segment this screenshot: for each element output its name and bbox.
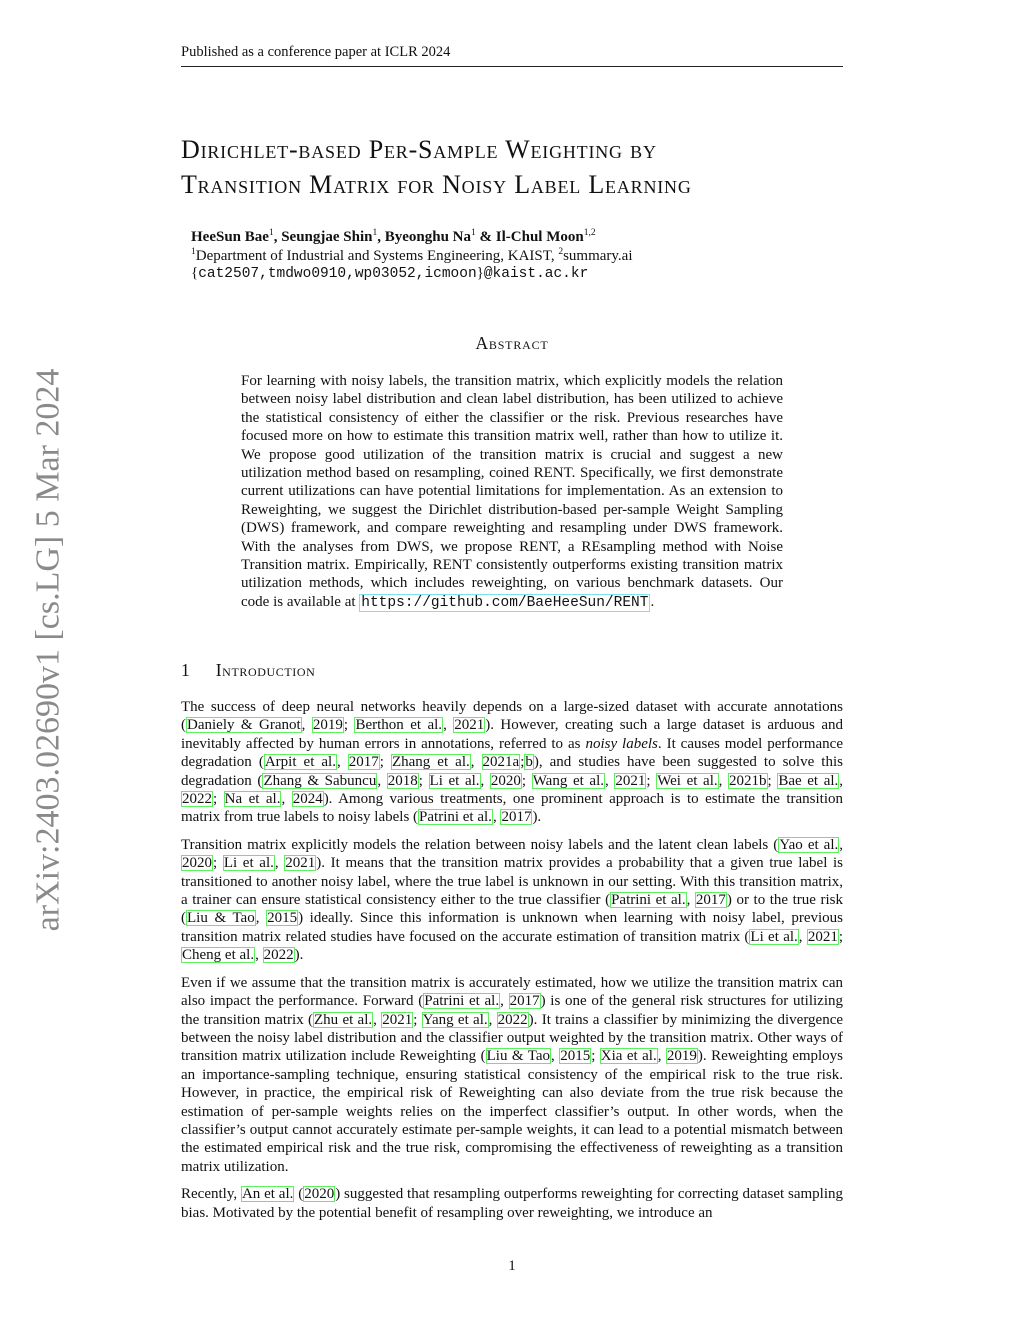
citation-link[interactable]: 2024	[292, 791, 323, 808]
text: ,	[686, 892, 695, 909]
arxiv-stamp	[18, 355, 78, 945]
citation-link[interactable]: Cheng et al.	[182, 947, 255, 964]
citation-link[interactable]: 2022	[263, 947, 294, 964]
emphasis: noisy labels	[585, 735, 658, 752]
citation-link[interactable]: Berthon et al.	[355, 717, 443, 734]
affiliation-1: Department of Industrial and Systems Engineering, KAIST,	[195, 248, 559, 264]
author-name: Byeonghu Na	[384, 229, 472, 245]
citation-link[interactable]: Li et al.	[429, 772, 480, 789]
paper-title	[181, 132, 861, 202]
citation-link[interactable]: 2017	[501, 809, 532, 826]
author-name: Seungjae Shin	[281, 229, 373, 245]
citation-link[interactable]: 2020	[490, 772, 521, 789]
citation-link[interactable]: Zhang et al.	[391, 754, 470, 771]
abstract-heading: Abstract	[475, 333, 549, 353]
text: ,	[336, 754, 348, 771]
affiliation-mark: 2	[558, 247, 564, 257]
page-number: 1	[508, 1258, 516, 1274]
author-separator: ,	[377, 229, 385, 245]
affiliation-mark: 1	[471, 228, 476, 238]
text: ) or to the true risk (	[181, 892, 843, 927]
text: ,	[255, 947, 263, 964]
affiliation-mark: 1,2	[583, 228, 596, 238]
section-heading	[181, 660, 315, 681]
text: ,	[492, 809, 501, 826]
citation-link[interactable]: Zhang & Sabuncu	[263, 772, 377, 789]
text: ,	[657, 1048, 666, 1065]
citation-link[interactable]: 2020	[304, 1186, 335, 1203]
text: ;	[838, 928, 844, 945]
text: ,	[551, 1048, 560, 1065]
citation-link[interactable]: 2021	[285, 855, 316, 872]
citation-link[interactable]: 2021a	[482, 754, 520, 771]
citation-link[interactable]: 2019	[312, 717, 343, 734]
section-title: Introduction	[215, 660, 316, 680]
text: ,	[839, 772, 844, 789]
paragraph	[181, 836, 843, 965]
citation-link[interactable]: 2021	[807, 928, 838, 945]
text: ,	[798, 928, 807, 945]
author-separator: ,	[273, 229, 282, 245]
citation-link[interactable]: 2020	[182, 855, 212, 872]
text: ). However, creating such a large dataset is arduous and inevitably affected by human errors in annotations, referred to as	[181, 717, 843, 752]
author-list	[191, 228, 596, 246]
text: . It causes model performance degradation (	[181, 735, 843, 771]
affiliation-mark: 1	[372, 228, 378, 238]
email-brace-close: }	[476, 265, 484, 281]
text: ) is one of the general risk structures for utilizing the transition matrix (	[181, 993, 843, 1028]
text: ,	[274, 855, 285, 872]
affiliation-mark: 1	[268, 228, 274, 238]
text: ) ideally. Since this information is unknown when learning with noisy label, previous transition matrix related studies have focused on the accurate estimation of transition matrix (	[181, 910, 843, 945]
text: ). Reweighting employs an importance-sampling technique, ensuring statistical consistency of the empirical risk to the true risk. However, in practice, the empirical risk of Reweighting can also deviate from the true risk because the estimation of per-sample weights relies on the imperfect classifier’s output. In other words, when the classifier’s output cannot accurately estimate per-sample weights, it can lead to a potential mismatch between the estimated empirical risk and the true risk, compromising the effectiveness of reweighting as a transition matrix utilization.	[181, 1048, 844, 1175]
text: ). It trains a classifier by minimizing the divergence between the noisy label distribution and the classifier output weighted by the transition matrix. Other ways of transition matrix utilization include Reweighting (	[181, 1011, 844, 1065]
paragraph	[181, 698, 843, 827]
text: Transition matrix explicitly models the relation between noisy labels and the latent clean labels (	[181, 836, 779, 853]
text: ), and studies have been suggested to solve this degradation (	[181, 754, 843, 789]
text: ;	[379, 754, 391, 771]
citation-link[interactable]: Li et al.	[223, 855, 274, 872]
affiliations	[191, 247, 633, 265]
citation-link[interactable]: Patrini et al.	[424, 993, 500, 1010]
abstract-text	[241, 372, 783, 612]
conference-note: Published as a conference paper at ICLR 2024	[181, 44, 451, 60]
text: Even if we assume that the transition matrix is accurately estimated, how we utilize the transition matrix can also impact the performance. Forward (	[181, 974, 843, 1010]
arxiv-id[interactable]: arXiv:2403.02690v1 [cs.LG] 5 Mar 2024	[29, 368, 67, 932]
citation-link[interactable]: Yao et al.	[779, 836, 839, 853]
text: ;	[520, 754, 525, 771]
text: ,	[605, 772, 615, 789]
text: ,	[377, 772, 387, 789]
text: ;	[591, 1048, 600, 1065]
citation-link[interactable]: 2017	[348, 754, 379, 771]
author-name: HeeSun Bae	[191, 229, 269, 245]
text: (	[294, 1186, 304, 1203]
text: ,	[281, 791, 292, 808]
text: ,	[443, 717, 454, 734]
author-name: Il-Chul Moon	[495, 229, 584, 245]
title-line-1: Dirichlet-based Per-Sample Weighting by	[181, 135, 657, 164]
citation-link[interactable]: Na et al.	[224, 791, 281, 808]
text: ,	[839, 836, 844, 853]
text: ;	[213, 855, 223, 872]
citation-link[interactable]: 2018	[387, 772, 418, 789]
citation-link[interactable]: 2021	[454, 717, 485, 734]
text: ). It means that the transition matrix provides a probability that a given true label is transitioned to another noisy label, where the true label is unknown in our setting. With this transition matrix, a trainer can ensure statistical consistency either to the true classifier (	[181, 855, 844, 909]
text: ,	[470, 754, 482, 771]
citation-link[interactable]: 2021	[615, 772, 646, 789]
header-rule	[181, 66, 843, 67]
citation-link[interactable]: 2017	[695, 892, 726, 909]
citation-link[interactable]: An et al.	[241, 1186, 294, 1203]
text: ;	[646, 772, 657, 789]
citation-link[interactable]: Wei et al.	[657, 772, 718, 789]
section-number: 1	[181, 660, 190, 680]
citation-link[interactable]: Daniely & Granot	[187, 717, 301, 734]
email-brace-open: {	[191, 265, 199, 281]
text: ).	[294, 947, 304, 964]
text: ,	[500, 993, 509, 1010]
abstract-body: For learning with noisy labels, the transition matrix, which explicitly models the relation between noisy label distribution and clean label distribution, has been utilized to achieve the statistical consistency of either the classifier or the risk. Previous researches have focused more on how to estimate this transition matrix well, rather than how to utilize it. We propose good utilization of the transition matrix is crucial and suggest a new utilization method based on resampling, coined RENT. Specifically, we first demonstrate current utilizations can have potential limitations for implementation. As an extension to Reweighting, we suggest the Dirichlet distribution-based per-sample Weight Sampling (DWS) framework, and compare reweighting and resampling under DWS framework. With the analyses from DWS, we propose RENT, a REsampling method with Noise Transition matrix. Empirically, RENT consistently outperforms existing transition matrix utilization methods, which includes reweighting, on various benchmark datasets. Our code is available at	[241, 373, 783, 610]
text: ,	[488, 1011, 497, 1028]
text: ,	[255, 910, 267, 927]
text: ,	[718, 772, 729, 789]
citation-link[interactable]: 2022	[497, 1011, 528, 1028]
citation-link[interactable]: 2021	[382, 1011, 413, 1028]
citation-link[interactable]: Liu & Tao	[486, 1048, 550, 1065]
affiliation-mark: 1	[191, 247, 196, 257]
text: ). Among various treatments, one prominent approach is to estimate the transition matrix from true labels to noisy labels (	[181, 791, 844, 826]
code-link[interactable]: https://github.com/BaeHeeSun/RENT	[361, 594, 649, 611]
text: ;	[767, 772, 778, 789]
citation-link[interactable]: Arpit et al.	[264, 754, 336, 771]
text: ,	[373, 1011, 382, 1028]
citation-link[interactable]: Xia et al.	[600, 1048, 657, 1065]
citation-link[interactable]: Patrini et al.	[611, 892, 686, 909]
text: ,	[301, 717, 312, 734]
text: ,	[480, 772, 490, 789]
citation-link[interactable]: Liu & Tao	[187, 910, 255, 927]
paragraph	[181, 1185, 843, 1222]
text: ;	[213, 791, 224, 808]
abstract-end: .	[650, 593, 655, 610]
affiliation-2: summary.ai	[563, 248, 633, 264]
citation-link[interactable]: Yang et al.	[422, 1011, 488, 1028]
citation-link[interactable]: 2022	[182, 791, 212, 808]
text: Recently,	[181, 1186, 241, 1203]
text: ).	[532, 809, 542, 826]
text: ;	[413, 1011, 422, 1028]
introduction-body	[181, 698, 843, 1231]
citation-link[interactable]: 2021b	[729, 772, 767, 789]
author-emails	[191, 265, 588, 282]
title-line-2: Transition Matrix for Noisy Label Learning	[181, 170, 692, 199]
paragraph	[181, 974, 843, 1176]
citation-link[interactable]: Patrini et al.	[419, 809, 492, 826]
citation-link[interactable]: Bae et al.	[778, 772, 839, 789]
text: The success of deep neural networks heavily depends on a large-sized dataset with accurate annotations (	[181, 699, 843, 734]
citation-link[interactable]: Zhu et al.	[314, 1011, 373, 1028]
citation-link[interactable]: b	[525, 754, 533, 771]
citation-link[interactable]: Li et al.	[750, 928, 798, 945]
text: ;	[521, 772, 532, 789]
citation-link[interactable]: 2015	[267, 910, 298, 927]
author-separator: &	[475, 229, 496, 245]
text: ;	[343, 717, 355, 734]
email-users: cat2507,tmdwo0910,wp03052,icmoon	[198, 266, 477, 282]
citation-link[interactable]: 2019	[666, 1048, 697, 1065]
text: ;	[418, 772, 429, 789]
citation-link[interactable]: 2017	[509, 993, 540, 1010]
citation-link[interactable]: Wang et al.	[532, 772, 604, 789]
citation-link[interactable]: 2015	[560, 1048, 591, 1065]
text: ) suggested that resampling outperforms reweighting for correcting dataset sampling bias. Motivated by the potential benefit of resampling over reweighting, we introduce an	[181, 1186, 843, 1221]
email-domain: @kaist.ac.kr	[483, 266, 589, 282]
